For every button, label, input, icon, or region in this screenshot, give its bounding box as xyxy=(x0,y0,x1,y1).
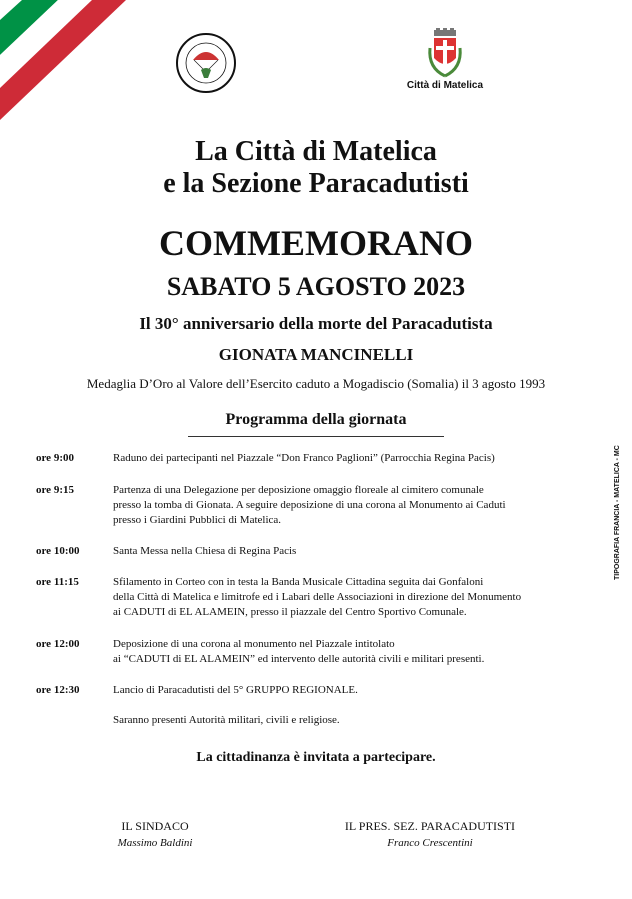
program-time: ore 12:30 xyxy=(36,684,80,696)
program-line: ai “CADUTI di EL ALAMEIN” ed intervento delle autorità civili e militari presenti. xyxy=(113,653,485,665)
program-line: ai CADUTI di EL ALAMEIN, presso il piazzale del Centro Sportivo Comunale. xyxy=(113,606,467,618)
signature-title: IL PRES. SEZ. PARACADUTISTI xyxy=(344,819,516,833)
event-date: SABATO 5 AGOSTO 2023 xyxy=(166,272,466,301)
program-time: ore 10:00 xyxy=(36,545,80,557)
program-line: Sfilamento in Corteo con in testa la Banda Musicale Cittadina seguita dai Gonfaloni xyxy=(113,576,484,588)
heading-underline xyxy=(188,436,444,437)
program-description xyxy=(113,637,603,667)
signature-right xyxy=(320,818,540,852)
signature-left xyxy=(90,818,220,852)
program-description xyxy=(113,683,603,698)
program-line: Raduno dei partecipanti nel Piazzale “Don Franco Paglioni” (Parrocchia Regina Pacis) xyxy=(113,452,495,464)
program-line: Lancio di Paracadutisti del 5° GRUPPO REGIONALE. xyxy=(113,684,358,696)
program-line: Deposizione di una corona al monumento nel Piazzale intitolato xyxy=(113,638,395,650)
city-label: Città di Matelica xyxy=(406,80,484,91)
program-time: ore 9:00 xyxy=(36,452,74,464)
program-description xyxy=(113,451,603,466)
signature-name: Massimo Baldini xyxy=(117,837,193,849)
program-description xyxy=(113,575,603,620)
program-description xyxy=(113,483,603,528)
signature-title: IL SINDACO xyxy=(121,819,189,833)
commemorate-heading: COMMEMORANO xyxy=(159,223,473,263)
italian-flag-stripe xyxy=(0,0,200,130)
invitation-text: La cittadinanza è invitata a partecipare. xyxy=(196,750,436,765)
anniversary-text: Il 30° anniversario della morte del Paracadutista xyxy=(139,314,493,333)
signature-name: Franco Crescentini xyxy=(387,837,473,849)
program-line: Saranno presenti Autorità militari, civili e religiose. xyxy=(113,714,340,726)
program-time: ore 9:15 xyxy=(36,484,74,496)
honoree-name: GIONATA MANCINELLI xyxy=(218,345,414,364)
matelica-crest-icon xyxy=(426,28,464,80)
program-line: della Città di Matelica e limitrofe ed i Labari delle Associazioni in direzione del Monumento xyxy=(113,591,522,603)
program-time: ore 12:00 xyxy=(36,638,80,650)
title-block xyxy=(0,136,632,200)
program-line: presso la tomba di Gionata. A seguire deposizione di una corona al Monumento ai Caduti xyxy=(113,499,506,511)
program-time: ore 11:15 xyxy=(36,576,79,588)
title-line-1: La Città di Matelica xyxy=(195,136,437,167)
printer-credit: TIPOGRAFIA FRANCIA - MATELICA - MC xyxy=(614,445,621,580)
medal-text: Medaglia D’Oro al Valore dell’Esercito caduto a Mogadiscio (Somalia) il 3 agosto 1993 xyxy=(86,376,546,391)
title-line-2: e la Sezione Paracadutisti xyxy=(163,168,469,199)
program-description xyxy=(113,544,603,559)
program-description xyxy=(113,713,603,728)
program-line: Santa Messa nella Chiesa di Regina Pacis xyxy=(113,545,297,557)
program-line: presso i Giardini Pubblici di Matelica. xyxy=(113,514,282,526)
paratroopers-association-logo xyxy=(175,32,237,94)
program-line: Partenza di una Delegazione per deposizione omaggio floreale al cimitero comunale xyxy=(113,484,484,496)
program-heading: Programma della giornata xyxy=(225,411,407,428)
